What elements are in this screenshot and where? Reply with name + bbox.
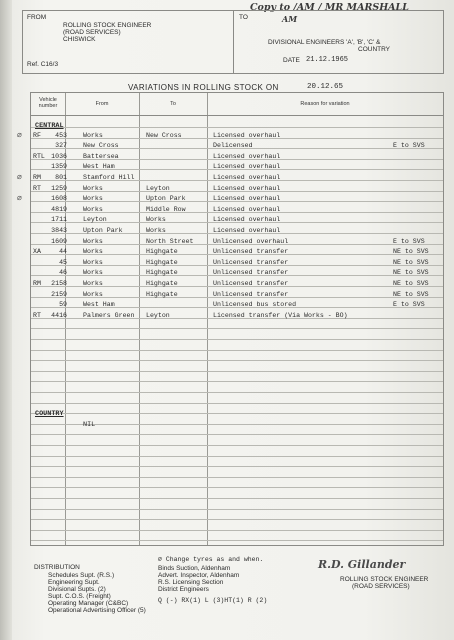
reason-cell: Licensed transfer (Via Works - BO)	[213, 311, 348, 319]
binding-edge	[0, 0, 12, 640]
vehicle-code-cell: RT	[33, 184, 41, 192]
date-value: 21.12.1965	[306, 56, 349, 64]
vehicle-number-cell: 3843	[51, 226, 67, 234]
table-row	[31, 290, 443, 301]
column-header-reason: Reason for variation	[300, 101, 350, 107]
sign-title-1: ROLLING STOCK ENGINEER	[340, 576, 429, 583]
reason-cell: Unlicensed transfer	[213, 279, 289, 287]
to-line-1: DIVISIONAL ENGINEERS 'A', 'B', 'C' &	[268, 39, 381, 46]
comment-cell: NE to SVS	[393, 258, 429, 266]
vehicle-code-cell: RTL	[33, 152, 45, 160]
middle-item: R.S. Licensing Section	[158, 579, 224, 586]
from-cell: Works	[83, 279, 103, 287]
comment-cell: E to SVS	[393, 301, 425, 309]
table-row	[31, 279, 443, 290]
reason-cell: Licensed overhaul	[213, 195, 281, 203]
vehicle-number-cell: 1359	[51, 163, 67, 171]
reason-cell: Licensed overhaul	[213, 216, 281, 224]
table-row	[31, 258, 443, 269]
distribution-item: Divisional Supts. (2)	[48, 586, 106, 593]
to-cell: Highgate	[146, 290, 178, 298]
vehicle-number-cell: 1711	[51, 216, 67, 224]
table-row	[31, 152, 443, 163]
reason-cell: Unlicensed transfer	[213, 258, 289, 266]
ruled-line	[31, 445, 443, 446]
ruled-line	[31, 487, 443, 488]
section-country: COUNTRY	[35, 410, 64, 418]
ruled-line	[31, 456, 443, 457]
table-row	[31, 162, 443, 173]
vehicle-number-cell: 45	[59, 258, 67, 266]
from-cell: Stamford Hill	[83, 173, 135, 181]
ruled-line	[31, 328, 443, 329]
country-nil: NIL	[83, 421, 96, 429]
table-row	[31, 215, 443, 226]
tyre-change-mark: ⌀	[17, 193, 22, 203]
from-cell: Works	[83, 237, 103, 245]
memo-header	[22, 10, 444, 74]
table-row	[31, 247, 443, 258]
from-cell: Works	[83, 290, 103, 298]
reason-cell: Licensed overhaul	[213, 173, 281, 181]
ruled-line	[31, 381, 443, 382]
to-line-2: COUNTRY	[358, 46, 391, 53]
to-cell: Leyton	[146, 311, 170, 319]
ruled-line	[31, 509, 443, 510]
to-cell: Upton Park	[146, 195, 186, 203]
from-cell: Battersea	[83, 152, 119, 160]
table-row	[31, 194, 443, 205]
signature: R.D. Gillander	[318, 558, 406, 571]
table-row	[31, 226, 443, 237]
reason-cell: Licensed overhaul	[213, 184, 281, 192]
from-line-1: ROLLING STOCK ENGINEER	[63, 22, 152, 29]
table-row	[31, 184, 443, 195]
reason-cell: Delicensed	[213, 142, 253, 150]
tyre-change-mark: ⌀	[17, 129, 22, 139]
from-cell: Leyton	[83, 216, 107, 224]
to-cell: Highgate	[146, 258, 178, 266]
vehicle-number-cell: 59	[59, 301, 67, 309]
distribution-item: Operating Manager (C&BC)	[48, 600, 129, 607]
ruled-line	[31, 392, 443, 393]
ruled-line	[31, 371, 443, 372]
vehicle-number-cell: 1259	[51, 184, 67, 192]
from-line-2: (ROAD SERVICES)	[63, 29, 121, 36]
distribution-item: Operational Advertising Officer (5)	[48, 607, 146, 614]
vehicle-number-cell: 4416	[51, 311, 67, 319]
to-cell: Middle Row	[146, 205, 186, 213]
from-cell: Works	[83, 205, 103, 213]
vehicle-number-cell: 1608	[51, 195, 67, 203]
tyre-change-mark: ⌀	[17, 171, 22, 181]
from-cell: Works	[83, 131, 103, 139]
table-row	[31, 205, 443, 216]
handwritten-initials: AM	[282, 14, 298, 24]
tyre-note: ⌀ Change tyres as and when.	[158, 556, 264, 563]
from-cell: West Ham	[83, 301, 115, 309]
memo-footer	[0, 556, 454, 640]
page-title: VARIATIONS IN ROLLING STOCK ON	[128, 83, 279, 92]
reason-cell: Licensed overhaul	[213, 163, 281, 171]
from-cell: New Cross	[83, 142, 119, 150]
ruled-line	[31, 540, 443, 541]
middle-item: Binds Suction, Aldenham	[158, 565, 231, 572]
codes-line: Q (-) RX(1) L (3)HT(1) R (2)	[158, 597, 268, 604]
to-label: TO	[239, 14, 248, 21]
vehicle-code-cell: RT	[33, 311, 41, 319]
sign-title-2: (ROAD SERVICES)	[352, 583, 410, 590]
to-cell: Leyton	[146, 184, 170, 192]
vehicle-number-cell: 1609	[51, 237, 67, 245]
reason-cell: Unlicensed transfer	[213, 248, 289, 256]
from-cell: Works	[83, 195, 103, 203]
ruled-line	[31, 477, 443, 478]
ruled-line	[31, 519, 443, 520]
table-row	[31, 131, 443, 142]
vehicle-code-cell: RM	[33, 279, 41, 287]
reason-cell: Licensed overhaul	[213, 131, 281, 139]
reason-cell: Unlicensed bus stored	[213, 301, 297, 309]
comment-cell: NE to SVS	[393, 279, 429, 287]
from-line-3: CHISWICK	[63, 36, 96, 43]
vehicle-code-cell: XA	[33, 248, 41, 256]
vehicle-number-cell: 4819	[51, 205, 67, 213]
vehicle-number-cell: 2159	[51, 290, 67, 298]
reason-cell: Unlicensed transfer	[213, 290, 289, 298]
reason-cell: Licensed overhaul	[213, 205, 281, 213]
vehicle-code-cell: RF	[33, 131, 41, 139]
comment-cell: E to SVS	[393, 237, 425, 245]
vehicle-number-cell: 327	[55, 142, 67, 150]
distribution-item: Supt. C.O.S. (Freight)	[48, 593, 111, 600]
reason-cell: Licensed overhaul	[213, 152, 281, 160]
from-label: FROM	[27, 14, 47, 21]
comment-cell: E to SVS	[393, 142, 425, 150]
from-cell: Works	[83, 258, 103, 266]
vehicle-number-cell: 801	[55, 173, 67, 181]
from-cell: Works	[83, 184, 103, 192]
distribution-title: DISTRIBUTION	[34, 564, 80, 571]
column-header-to: To	[170, 101, 176, 107]
middle-item: Advert. Inspector, Aldenham	[158, 572, 240, 579]
table-row	[31, 237, 443, 248]
middle-item: District Engineers	[158, 586, 209, 593]
comment-cell: NE to SVS	[393, 269, 429, 277]
table-row	[31, 173, 443, 184]
from-cell: Palmers Green	[83, 311, 135, 319]
column-header-from: From	[95, 101, 109, 107]
date-label: DATE	[283, 57, 300, 64]
reason-cell: Licensed overhaul	[213, 226, 281, 234]
table-row	[31, 268, 443, 279]
table-row	[31, 141, 443, 152]
ruled-line	[31, 530, 443, 531]
vehicle-number-cell: 2158	[51, 279, 67, 287]
ruled-line	[31, 127, 443, 128]
distribution-item: Engineering Supt.	[48, 579, 100, 586]
to-cell: Highgate	[146, 248, 178, 256]
from-cell: West Ham	[83, 163, 115, 171]
ruled-line	[31, 403, 443, 404]
vehicle-number-cell: 453	[55, 131, 67, 139]
vehicle-code-cell: RM	[33, 173, 41, 181]
table-row	[31, 311, 443, 322]
ruled-line	[31, 466, 443, 467]
column-header-vehicle: Vehicle number	[38, 97, 58, 109]
ruled-line	[31, 434, 443, 435]
from-cell: Works	[83, 248, 103, 256]
comment-cell: NE to SVS	[393, 248, 429, 256]
handwritten-copy-note: Copy to /AM / MR MARSHALL	[250, 2, 409, 13]
ruled-line	[31, 413, 443, 414]
reason-cell: Unlicensed transfer	[213, 269, 289, 277]
comment-cell: NE to SVS	[393, 290, 429, 298]
reason-cell: Unlicensed overhaul	[213, 237, 289, 245]
to-cell: Works	[146, 226, 166, 234]
to-cell: Highgate	[146, 279, 178, 287]
to-cell: North Street	[146, 237, 194, 245]
ruled-line	[31, 498, 443, 499]
variations-table	[17, 92, 444, 546]
ref-label: Ref. C16/3	[27, 61, 59, 68]
vehicle-number-cell: 44	[59, 248, 67, 256]
section-central: CENTRAL	[35, 122, 64, 130]
to-cell: Works	[146, 216, 166, 224]
ruled-line	[31, 350, 443, 351]
to-cell: Highgate	[146, 269, 178, 277]
table-row	[31, 300, 443, 311]
vehicle-number-cell: 1036	[51, 152, 67, 160]
to-cell: New Cross	[146, 131, 182, 139]
from-cell: Works	[83, 269, 103, 277]
from-cell: Upton Park	[83, 226, 123, 234]
title-date: 20.12.65	[307, 83, 344, 91]
ruled-line	[31, 339, 443, 340]
distribution-item: Schedules Supt. (R.S.)	[48, 572, 115, 579]
ruled-line	[31, 360, 443, 361]
vehicle-number-cell: 46	[59, 269, 67, 277]
